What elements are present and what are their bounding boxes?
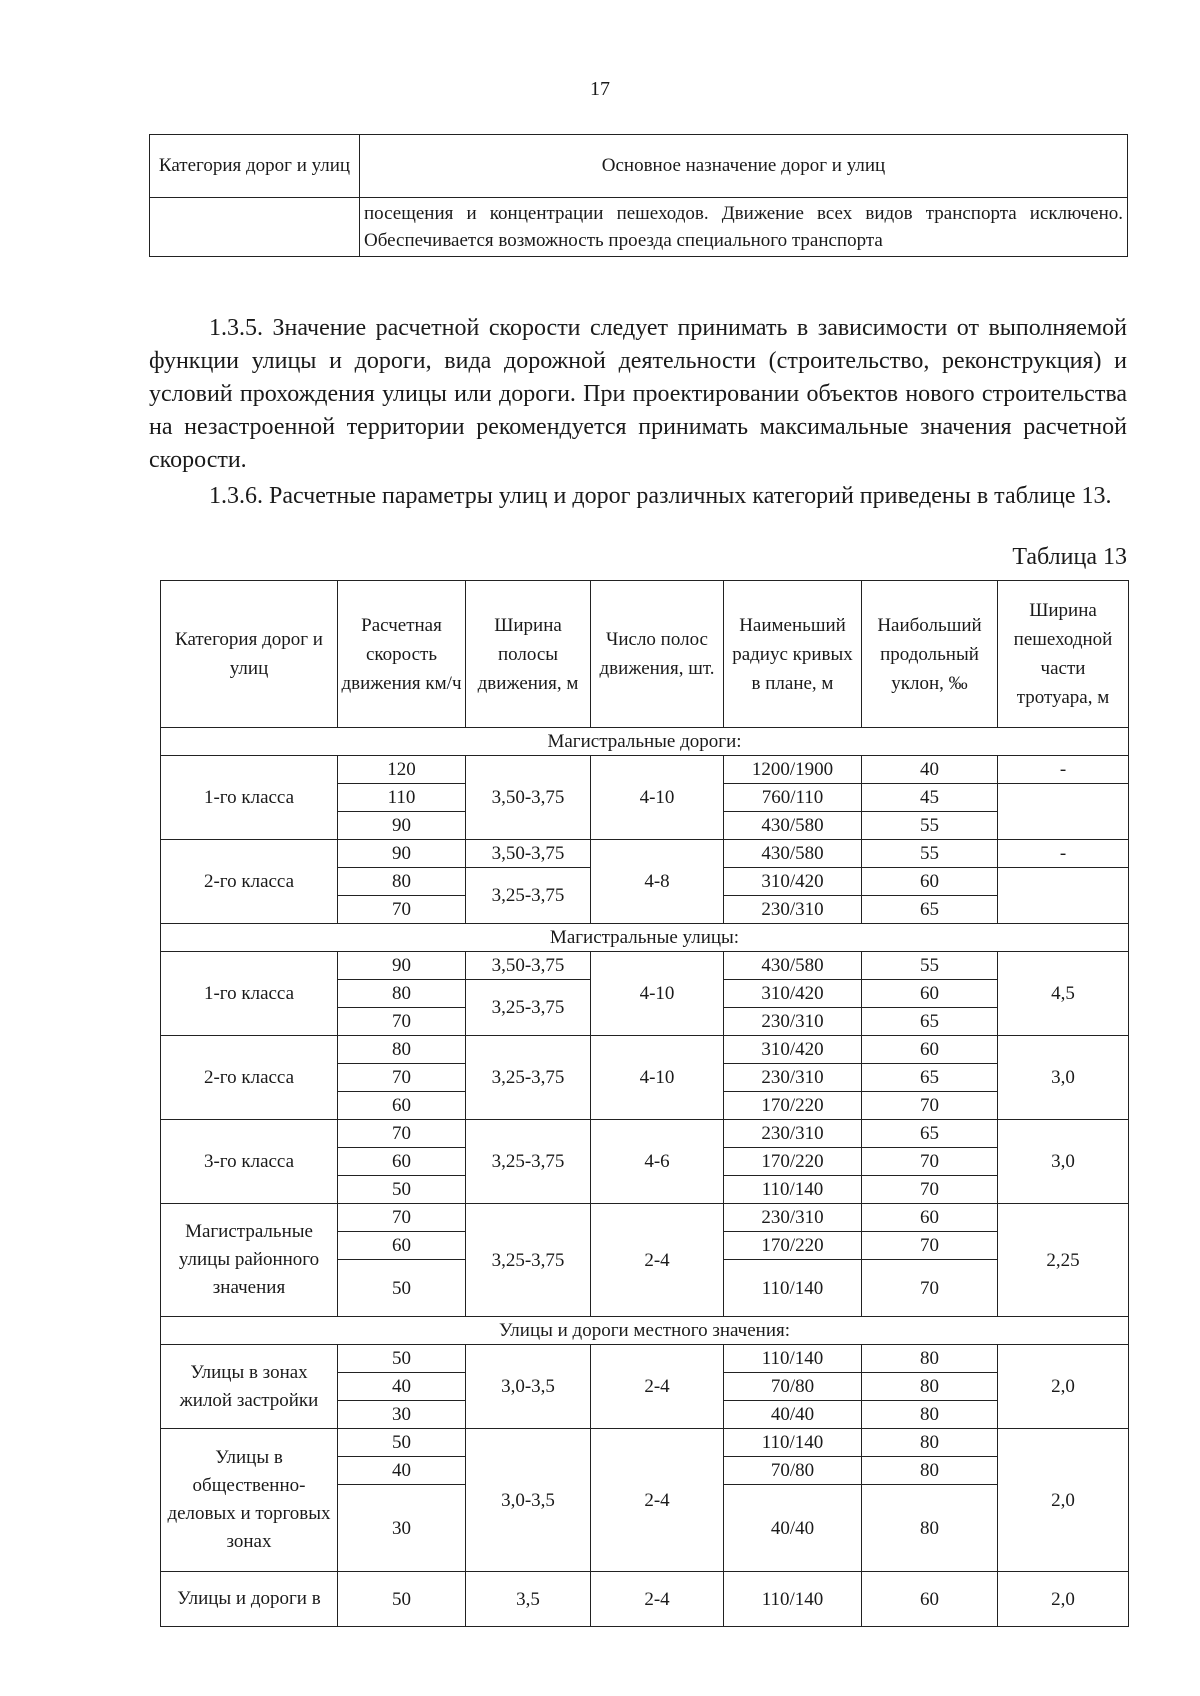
speed-cell: 90 [338,840,466,868]
slope-cell: 60 [862,1204,998,1232]
radius-cell: 310/420 [724,980,862,1008]
sidewalk-cell: 2,0 [998,1429,1129,1572]
paragraph-1-3-6: 1.3.6. Расчетные параметры улиц и дорог различных категорий приведены в таблице 13. [209,483,1112,509]
col-header-lanes: Число полос движения, шт. [591,581,724,728]
speed-cell: 90 [338,812,466,840]
slope-cell: 45 [862,784,998,812]
radius-cell: 70/80 [724,1373,862,1401]
category-name: 2-го класса [161,840,338,924]
table-row [161,840,1129,868]
sidewalk-cell: 4,5 [998,952,1129,1036]
sidewalk-cell: 2,25 [998,1204,1129,1317]
radius-cell: 230/310 [724,1120,862,1148]
slope-cell: 70 [862,1148,998,1176]
radius-cell: 110/140 [724,1572,862,1627]
sidewalk-cell: - [998,756,1129,784]
slope-cell: 65 [862,1064,998,1092]
slope-cell: 80 [862,1401,998,1429]
category-name: 2-го класса [161,1036,338,1120]
lanes-cell: 2-4 [591,1204,724,1317]
slope-cell: 65 [862,1008,998,1036]
speed-cell: 80 [338,868,466,896]
empty-cell [150,198,360,257]
speed-cell: 110 [338,784,466,812]
slope-cell: 80 [862,1373,998,1401]
lane-width-cell: 3,25-3,75 [466,980,591,1036]
table-row [161,756,1129,784]
radius-cell: 310/420 [724,1036,862,1064]
slope-cell: 40 [862,756,998,784]
slope-cell: 60 [862,980,998,1008]
speed-cell: 80 [338,980,466,1008]
lanes-cell: 4-10 [591,1036,724,1120]
col-header-speed: Расчетная скорость движения км/ч [338,581,466,728]
radius-cell: 70/80 [724,1457,862,1485]
col-header-lane-width: Ширина полосы движения, м [466,581,591,728]
radius-cell: 110/140 [724,1176,862,1204]
col-header-radius: Наименьший радиус кривых в плане, м [724,581,862,728]
speed-cell: 70 [338,1204,466,1232]
sidewalk-cell: 2,0 [998,1345,1129,1429]
slope-cell: 80 [862,1429,998,1457]
radius-cell: 110/140 [724,1429,862,1457]
slope-cell: 60 [862,1572,998,1627]
radius-cell: 230/310 [724,1008,862,1036]
radius-cell: 170/220 [724,1092,862,1120]
radius-cell: 760/110 [724,784,862,812]
purpose-table-continuation [149,134,1128,257]
speed-cell: 60 [338,1232,466,1260]
slope-cell: 55 [862,812,998,840]
section-trunk-roads: Магистральные дороги: [161,728,1129,756]
table-row [161,1429,1129,1457]
table-row [161,1345,1129,1373]
speed-cell: 90 [338,952,466,980]
paragraph-1-3-5: 1.3.5. Значение расчетной скорости следует принимать в зависимости от выполняемой функции улицы и дороги, вида дорожной деятельности (строительство, реконструкция) и условий прохождения улицы или дороги. При проектировании объектов нового строительства на незастроенной территории рекомендуется принимать максимальные значения расчетной скорости. [149,315,1127,473]
radius-cell: 110/140 [724,1345,862,1373]
lanes-cell: 4-10 [591,756,724,840]
speed-cell: 50 [338,1176,466,1204]
table-header-row [161,581,1129,728]
speed-cell: 50 [338,1429,466,1457]
sidewalk-cell: 3,0 [998,1120,1129,1204]
radius-cell: 40/40 [724,1485,862,1572]
speed-cell: 70 [338,1120,466,1148]
sidewalk-cell: - [998,840,1129,868]
sidewalk-cell: 2,0 [998,1572,1129,1627]
page-number: 17 [590,78,610,100]
speed-cell: 60 [338,1092,466,1120]
header-category: Категория дорог и улиц [150,135,360,198]
category-name: 1-го класса [161,952,338,1036]
section-trunk-streets: Магистральные улицы: [161,924,1129,952]
slope-cell: 70 [862,1176,998,1204]
sidewalk-cell-empty [998,784,1129,840]
lane-width-cell: 3,0-3,5 [466,1345,591,1429]
lanes-cell: 4-8 [591,840,724,924]
category-name: Магистральные улицы районного значения [161,1204,338,1317]
radius-cell: 310/420 [724,868,862,896]
radius-cell: 1200/1900 [724,756,862,784]
slope-cell: 70 [862,1232,998,1260]
slope-cell: 55 [862,840,998,868]
slope-cell: 65 [862,896,998,924]
lane-width-cell: 3,50-3,75 [466,952,591,980]
col-header-category: Категория дорог и улиц [161,581,338,728]
table-row [150,198,1128,257]
radius-cell: 230/310 [724,896,862,924]
table-row [161,1572,1129,1627]
slope-cell: 80 [862,1485,998,1572]
radius-cell: 170/220 [724,1148,862,1176]
category-name: Улицы в общественно-деловых и торговых зонах [161,1429,338,1572]
table-caption: Таблица 13 [1012,544,1127,570]
category-name: 1-го класса [161,756,338,840]
slope-cell: 65 [862,1120,998,1148]
section-row [161,728,1129,756]
speed-cell: 70 [338,1008,466,1036]
radius-cell: 170/220 [724,1232,862,1260]
radius-cell: 230/310 [724,1204,862,1232]
header-purpose: Основное назначение дорог и улиц [360,135,1128,198]
lane-width-cell: 3,25-3,75 [466,868,591,924]
speed-cell: 30 [338,1485,466,1572]
continuation-text: посещения и концентрации пешеходов. Движение всех видов транспорта исключено. Обеспечивается возможность проезда специального транспорта [360,198,1128,257]
radius-cell: 230/310 [724,1064,862,1092]
radius-cell: 40/40 [724,1401,862,1429]
section-local: Улицы и дороги местного значения: [161,1317,1129,1345]
lanes-cell: 2-4 [591,1345,724,1429]
speed-cell: 50 [338,1345,466,1373]
category-name: Улицы и дороги в [161,1572,338,1627]
lane-width-cell: 3,50-3,75 [466,840,591,868]
section-row [161,924,1129,952]
table-row [161,952,1129,980]
lane-width-cell: 3,0-3,5 [466,1429,591,1572]
radius-cell: 110/140 [724,1260,862,1317]
lanes-cell: 4-10 [591,952,724,1036]
lane-width-cell: 3,25-3,75 [466,1036,591,1120]
speed-cell: 70 [338,1064,466,1092]
table-row [150,135,1128,198]
sidewalk-cell: 3,0 [998,1036,1129,1120]
sidewalk-cell-empty [998,868,1129,924]
lane-width-cell: 3,25-3,75 [466,1204,591,1317]
speed-cell: 60 [338,1148,466,1176]
category-name: 3-го класса [161,1120,338,1204]
lane-width-cell: 3,5 [466,1572,591,1627]
speed-cell: 120 [338,756,466,784]
table-row [161,1204,1129,1232]
speed-cell: 50 [338,1260,466,1317]
speed-cell: 50 [338,1572,466,1627]
speed-cell: 80 [338,1036,466,1064]
speed-cell: 30 [338,1401,466,1429]
lane-width-cell: 3,50-3,75 [466,756,591,840]
speed-cell: 40 [338,1373,466,1401]
speed-cell: 70 [338,896,466,924]
table-13 [160,580,1129,1627]
col-header-sidewalk: Ширина пешеходной части тротуара, м [998,581,1129,728]
table-row [161,1036,1129,1064]
slope-cell: 80 [862,1457,998,1485]
category-name: Улицы в зонах жилой застройки [161,1345,338,1429]
radius-cell: 430/580 [724,840,862,868]
lanes-cell: 4-6 [591,1120,724,1204]
slope-cell: 60 [862,868,998,896]
slope-cell: 80 [862,1345,998,1373]
slope-cell: 70 [862,1260,998,1317]
table-row [161,1120,1129,1148]
slope-cell: 60 [862,1036,998,1064]
lanes-cell: 2-4 [591,1429,724,1572]
slope-cell: 70 [862,1092,998,1120]
radius-cell: 430/580 [724,812,862,840]
lane-width-cell: 3,25-3,75 [466,1120,591,1204]
lanes-cell: 2-4 [591,1572,724,1627]
radius-cell: 430/580 [724,952,862,980]
section-row [161,1317,1129,1345]
slope-cell: 55 [862,952,998,980]
speed-cell: 40 [338,1457,466,1485]
col-header-slope: Наибольший продольный уклон, ‰ [862,581,998,728]
